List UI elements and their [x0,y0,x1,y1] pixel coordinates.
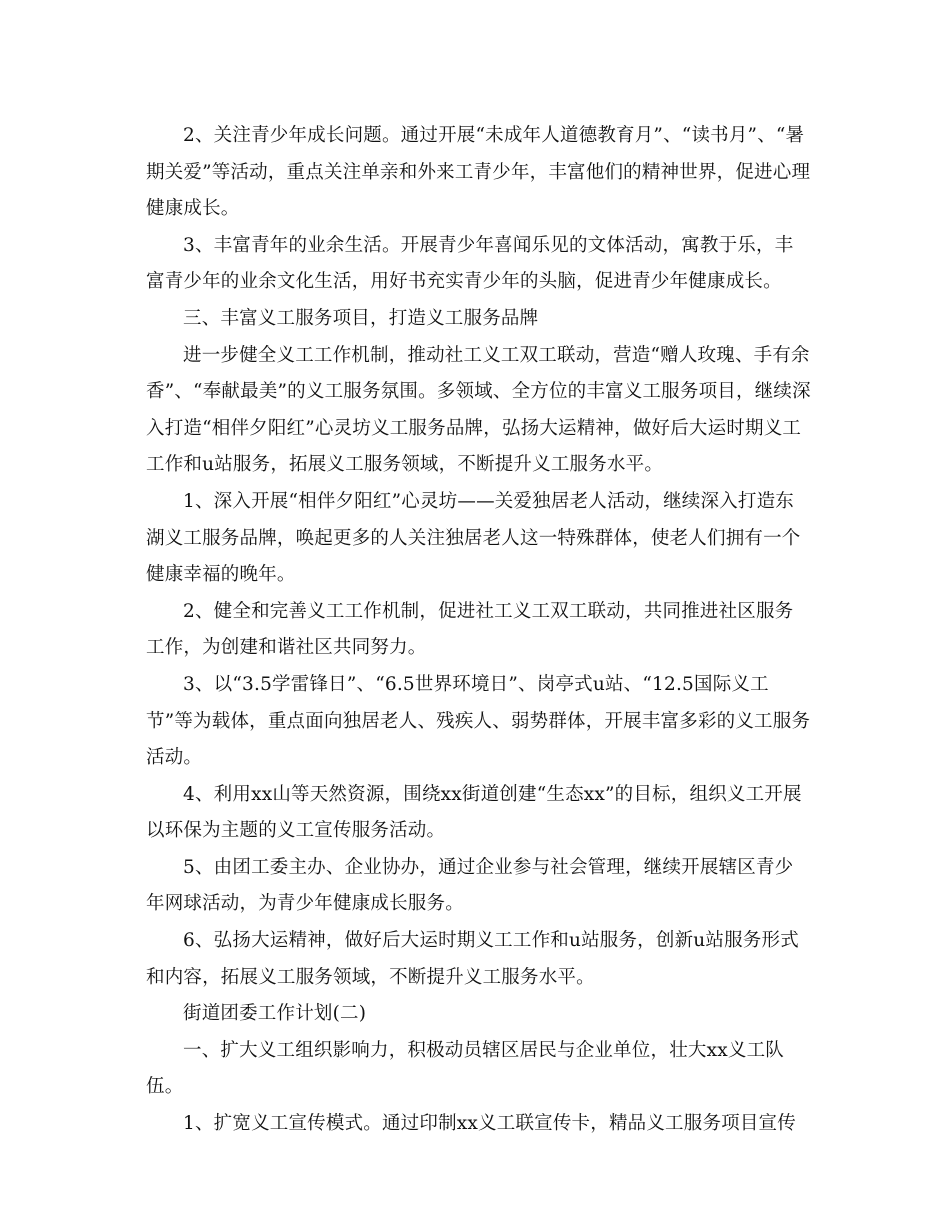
paragraph-item-2-youth-growth: 2、关注青少年成长问题。通过开展“未成年人道德教育月”、“读书月”、“暑期关爱”等活动，重点关注单亲和外来工青少年，丰富他们的精神世界，促进心理健康成长。 [146,125,811,220]
paragraph-item-4-environmental: 4、利用xx山等天然资源，围绕xx街道创建“生态xx”的目标，组织义工开展以环保为主题的义工宣传服务活动。 [146,783,802,842]
paragraph-item-6-universiade: 6、弘扬大运精神，做好后大运时期义工工作和u站服务，创新u站服务形式和内容，拓展义工服务领域，不断提升义工服务水平。 [146,930,799,988]
paragraph-item-1-publicity: 1、扩宽义工宣传模式。通过印制xx义工联宣传卡，精品义工服务项目宣传 [183,1113,796,1135]
section-heading-volunteer-brand: 三、丰富义工服务项目，打造义工服务品牌 [183,307,539,329]
paragraph-item-3-service-days: 3、以“3.5学雷锋日”、“6.5世界环境日”、岗亭式u站、“12.5国际义工节”等为载体，重点面向独居老人、残疾人、弱势群体，开展丰富多彩的义工服务活动。 [146,673,811,769]
paragraph-item-5-tennis: 5、由团工委主办、企业协办，通过企业参与社会管理，继续开展辖区青少年网球活动，为青少年健康成长服务。 [146,856,794,915]
document-body [146,118,811,1143]
paragraph-item-3-leisure-life: 3、丰富青年的业余生活。开展青少年喜闻乐见的文体活动，寓教于乐，丰富青少年的业余文化生活，用好书充实青少年的头脑，促进青少年健康成长。 [146,234,794,293]
paragraph-item-1-elderly-care: 1、深入开展“相伴夕阳红”心灵坊——关爱独居老人活动，继续深入打造东湖义工服务品牌，唤起更多的人关注独居老人这一特殊群体，使老人们拥有一个健康幸福的晚年。 [146,490,801,586]
paragraph-item-2-volunteer-linkage: 2、健全和完善义工工作机制，促进社工义工双工联动，共同推进社区服务工作，为创建和谐社区共同努力。 [146,600,794,659]
paragraph-volunteer-mechanism: 进一步健全义工工作机制，推动社工义工双工联动，营造“赠人玫瑰、手有余香”、“奉献最美”的义工服务氛围。多领域、全方位的丰富义工服务项目，继续深入打造“相伴夕阳红”心灵坊义工服务品牌，弘扬大运精神，做好后大运时期义工工作和u站服务，拓展义工服务领域，不断提升义工服务水平。 [146,344,811,476]
document-subtitle-plan-two: 街道团委工作计划(二) [183,1003,367,1025]
section-heading-expand-volunteer: 一、扩大义工组织影响力，积极动员辖区居民与企业单位，壮大xx义工队伍。 [146,1039,784,1098]
